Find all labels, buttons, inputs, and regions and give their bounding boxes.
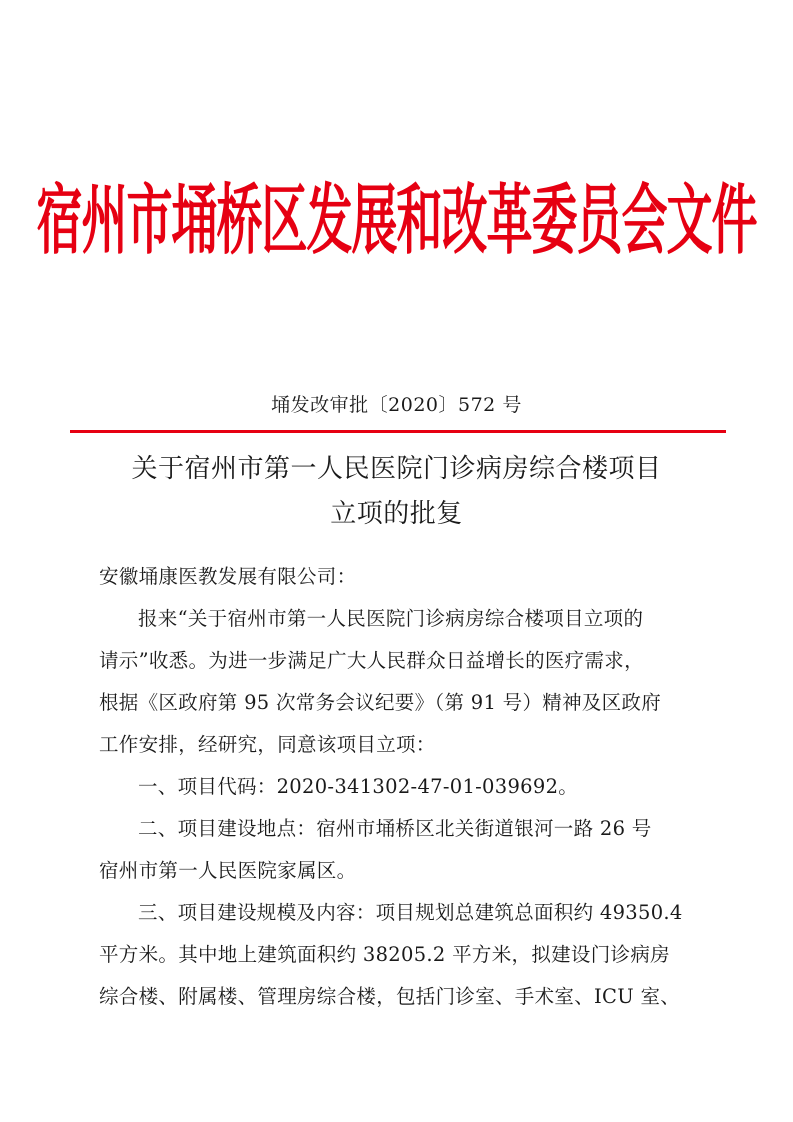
document-title	[0, 447, 793, 537]
masthead-title: 宿州市埇桥区发展和改革委员会文件	[36, 175, 757, 265]
title-line-1: 关于宿州市第一人民医院门诊病房综合楼项目	[131, 454, 662, 484]
body-line: 报来“关于宿州市第一人民医院门诊病房综合楼项目立项的	[138, 607, 644, 630]
document-number: 埇发改审批〔2020〕572 号	[271, 394, 522, 416]
body-line-location: 二、项目建设地点：宿州市埇桥区北关街道银河一路 26 号	[138, 817, 652, 840]
body-line-scale: 三、项目建设规模及内容：项目规划总建筑总面积约 49350.4	[138, 901, 683, 924]
body-line: 平方米。其中地上建筑面积约 38205.2 平方米，拟建设门诊病房	[99, 943, 670, 966]
title-line-2: 立项的批复	[330, 499, 463, 529]
salutation: 安徽埇康医教发展有限公司：	[99, 565, 357, 588]
body-line: 根据《区政府第 95 次常务会议纪要》（第 91 号）精神及区政府	[99, 691, 662, 714]
body-line: 请示”收悉。为进一步满足广大人民群众日益增长的医疗需求，	[99, 649, 644, 672]
red-divider-line	[70, 430, 726, 433]
body-line: 宿州市第一人民医院家属区。	[99, 859, 357, 882]
body-line: 综合楼、附属楼、管理房综合楼，包括门诊室、手术室、ICU 室、	[99, 985, 681, 1008]
body-line: 工作安排，经研究，同意该项目立项：	[99, 733, 436, 756]
document-body	[99, 556, 709, 1018]
body-line-project-code: 一、项目代码：2020-341302-47-01-039692。	[138, 775, 579, 798]
